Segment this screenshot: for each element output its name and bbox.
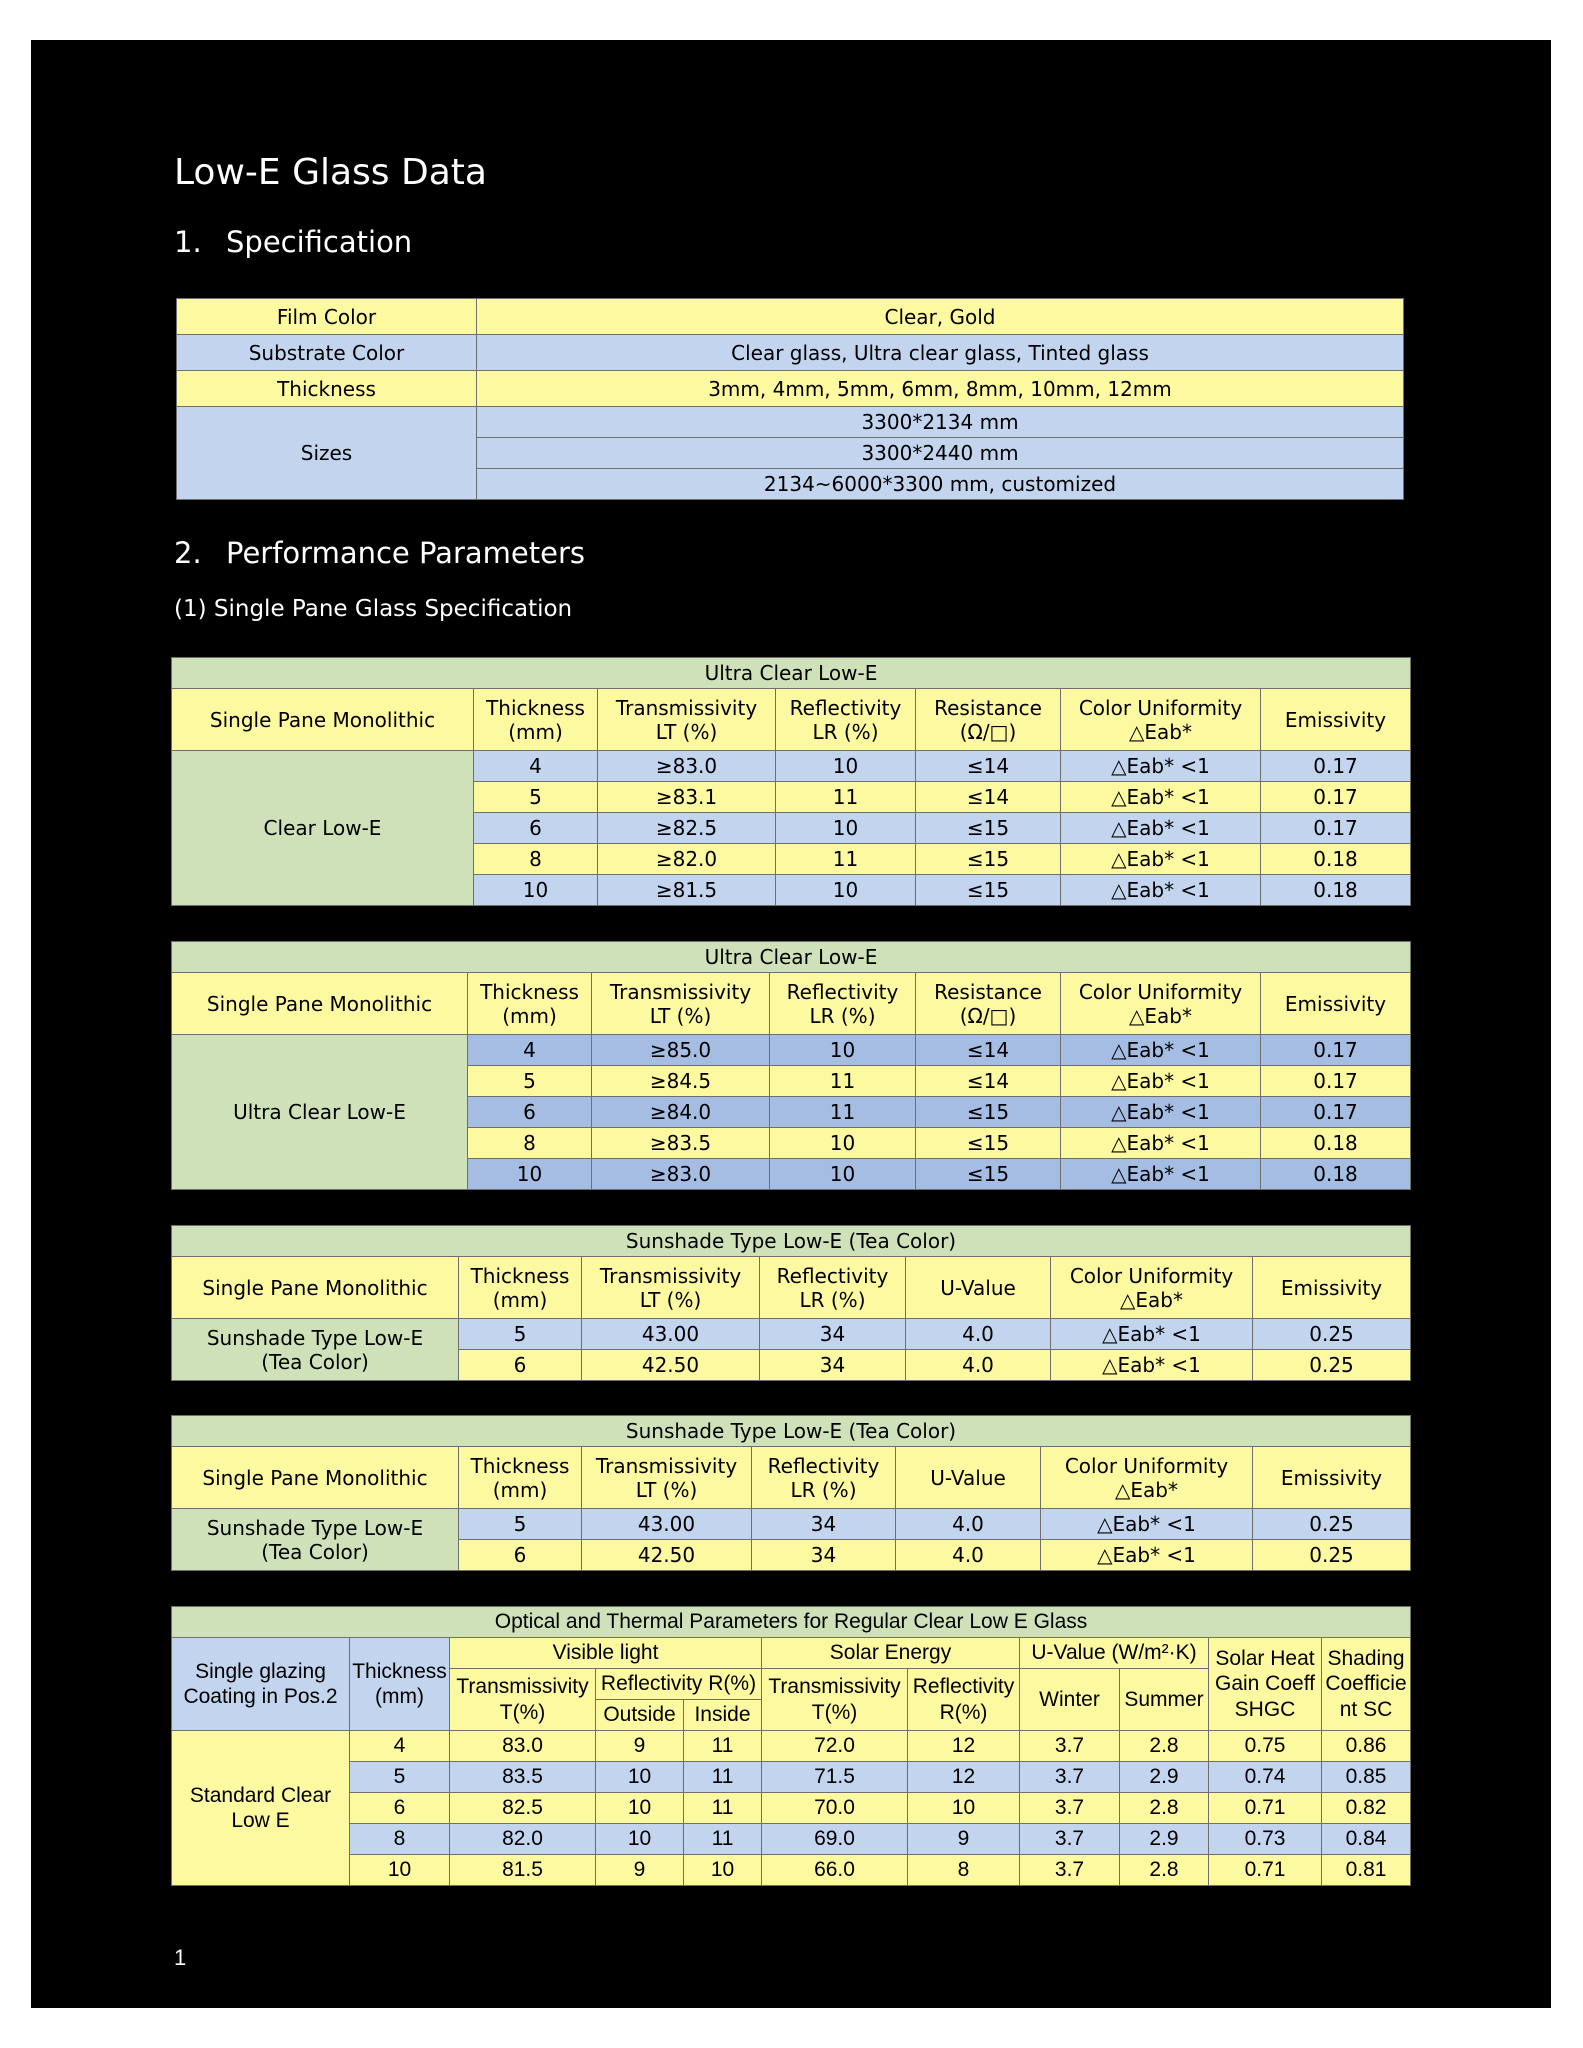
column-header [172, 1638, 350, 1731]
table-cell: 10 [350, 1855, 450, 1886]
spec-size-value: 2134~6000*3300 mm, customized [477, 469, 1404, 500]
header-line: △Eab* [1129, 719, 1192, 744]
header-line: Color Uniformity [1064, 1453, 1229, 1478]
row-group-label [172, 1319, 459, 1381]
spec-thickness-label: Thickness [177, 371, 477, 407]
column-header: U-Value [906, 1257, 1051, 1319]
column-header [776, 689, 916, 751]
column-header [459, 1257, 582, 1319]
header-line: Thickness [470, 1263, 570, 1288]
header-line: (mm) [492, 1477, 548, 1502]
table-cell: 10 [908, 1793, 1020, 1824]
spec-sizes-label: Sizes [177, 407, 477, 500]
column-header: Inside [684, 1700, 762, 1731]
table-cell: △Eab* <1 [1041, 1540, 1253, 1571]
table-title: Ultra Clear Low-E [172, 658, 1411, 689]
table-cell: ≤14 [916, 751, 1061, 782]
optical-thermal-parameters-table [171, 1606, 1411, 1886]
column-header: Emissivity [1261, 689, 1411, 751]
section-number: 1. [174, 225, 202, 259]
column-header [592, 973, 770, 1035]
header-line: (mm) [508, 719, 563, 744]
table-cell: 0.71 [1209, 1855, 1322, 1886]
table-title: Ultra Clear Low-E [172, 942, 1411, 973]
table-cell: 8 [468, 1128, 592, 1159]
table-cell: 0.25 [1253, 1509, 1411, 1540]
sunshade-low-e-table [171, 1415, 1411, 1571]
row-group-label: Ultra Clear Low-E [172, 1035, 468, 1190]
header-line: Thickness [486, 695, 585, 720]
table-cell: 0.18 [1261, 875, 1411, 906]
table-cell: 11 [776, 782, 916, 813]
table-cell: 10 [770, 1159, 916, 1190]
document-title: Low-E Glass Data [174, 152, 487, 193]
column-header [762, 1669, 908, 1731]
table-cell: 10 [596, 1793, 684, 1824]
label-line: Low E [231, 1809, 290, 1832]
table-cell: 11 [684, 1762, 762, 1793]
ultra-clear-low-e-table [171, 941, 1411, 1190]
table-row [172, 1824, 1411, 1855]
label-line: Sunshade Type Low-E [206, 1325, 424, 1350]
header-line: Shading [1327, 1647, 1405, 1671]
column-header: Emissivity [1253, 1447, 1411, 1509]
header-line: Coating in Pos.2 [183, 1685, 338, 1708]
table-cell: 0.71 [1209, 1793, 1322, 1824]
table-cell: 11 [684, 1793, 762, 1824]
table-cell: ≥83.0 [598, 751, 776, 782]
table-cell: 10 [474, 875, 598, 906]
table-cell: △Eab* <1 [1061, 1097, 1261, 1128]
table-cell: 6 [459, 1540, 582, 1571]
table-cell: 5 [468, 1066, 592, 1097]
table-cell: 0.25 [1253, 1540, 1411, 1571]
header-line: Transmissivity [456, 1675, 589, 1699]
table-cell: 0.17 [1261, 813, 1411, 844]
table-title: Optical and Thermal Parameters for Regular Clear Low E Glass [172, 1607, 1411, 1638]
table-cell: 3.7 [1020, 1762, 1120, 1793]
table-cell: 82.5 [450, 1793, 596, 1824]
column-header [770, 973, 916, 1035]
table-cell: ≥82.0 [598, 844, 776, 875]
column-header [350, 1638, 450, 1731]
header-line: Color Uniformity [1069, 1263, 1234, 1288]
spec-size-value: 3300*2440 mm [477, 438, 1404, 469]
label-line: (Tea Color) [261, 1539, 369, 1564]
header-line: R(%) [939, 1700, 988, 1724]
column-header [1051, 1257, 1253, 1319]
table-cell: 43.00 [582, 1509, 752, 1540]
table-cell: 0.17 [1261, 1035, 1411, 1066]
clear-low-e-table [171, 657, 1411, 906]
header-line: (mm) [375, 1685, 424, 1708]
header-line: SHGC [1234, 1697, 1296, 1721]
table-cell: △Eab* <1 [1061, 1035, 1261, 1066]
page-number: 1 [174, 1945, 187, 1970]
column-header [1041, 1447, 1253, 1509]
table-cell: △Eab* <1 [1061, 1066, 1261, 1097]
spec-size-value: 3300*2134 mm [477, 407, 1404, 438]
table-cell: 2.9 [1120, 1824, 1209, 1855]
sunshade-low-e-table [171, 1225, 1411, 1381]
table-cell: 0.17 [1261, 751, 1411, 782]
column-header: Winter [1020, 1669, 1120, 1731]
table-cell: 4 [350, 1731, 450, 1762]
header-line: Transmissivity [768, 1675, 901, 1699]
table-cell: ≤15 [916, 1128, 1061, 1159]
table-cell: 12 [908, 1731, 1020, 1762]
table-row [172, 1319, 1411, 1350]
column-header: Emissivity [1253, 1257, 1411, 1319]
table-cell: 81.5 [450, 1855, 596, 1886]
column-header: U-Value [896, 1447, 1041, 1509]
table-cell: ≥81.5 [598, 875, 776, 906]
header-line: T(%) [499, 1700, 546, 1724]
specification-table [176, 298, 1404, 500]
table-cell: 0.85 [1322, 1762, 1411, 1793]
column-header [752, 1447, 896, 1509]
table-cell: 12 [908, 1762, 1020, 1793]
table-cell: 9 [908, 1824, 1020, 1855]
table-row [172, 1762, 1411, 1793]
table-cell: 0.18 [1261, 844, 1411, 875]
table-cell: ≥83.1 [598, 782, 776, 813]
spec-thickness-value: 3mm, 4mm, 5mm, 6mm, 8mm, 10mm, 12mm [477, 371, 1404, 407]
table-cell: △Eab* <1 [1061, 844, 1261, 875]
table-row [172, 1035, 1411, 1066]
header-line: Transmissivity [615, 695, 758, 720]
table-cell: △Eab* <1 [1061, 813, 1261, 844]
table-cell: ≥84.0 [592, 1097, 770, 1128]
column-header [908, 1669, 1020, 1731]
header-line: Color Uniformity [1078, 695, 1243, 720]
table-cell: ≤14 [916, 1066, 1061, 1097]
table-cell: 10 [684, 1855, 762, 1886]
table-cell: △Eab* <1 [1051, 1350, 1253, 1381]
table-cell: 9 [596, 1855, 684, 1886]
table-cell: 4 [468, 1035, 592, 1066]
table-cell: 10 [596, 1824, 684, 1855]
table-cell: 4.0 [906, 1350, 1051, 1381]
table-cell: ≥85.0 [592, 1035, 770, 1066]
table-cell: 5 [350, 1762, 450, 1793]
table-cell: 3.7 [1020, 1824, 1120, 1855]
table-cell: ≥83.5 [592, 1128, 770, 1159]
header-line: Coefficie [1325, 1672, 1407, 1696]
table-cell: 3.7 [1020, 1855, 1120, 1886]
table-row [172, 1855, 1411, 1886]
table-row [172, 751, 1411, 782]
table-cell: 5 [474, 782, 598, 813]
table-cell: 42.50 [582, 1350, 760, 1381]
spec-film-color-label: Film Color [177, 299, 477, 335]
table-cell: 10 [776, 751, 916, 782]
spec-substrate-value: Clear glass, Ultra clear glass, Tinted glass [477, 335, 1404, 371]
row-group-label: Clear Low-E [172, 751, 474, 906]
table-cell: ≤14 [916, 782, 1061, 813]
column-header: Emissivity [1261, 973, 1411, 1035]
table-cell: 34 [760, 1319, 906, 1350]
table-cell: △Eab* <1 [1051, 1319, 1253, 1350]
table-cell: 11 [684, 1731, 762, 1762]
table-cell: 5 [459, 1319, 582, 1350]
table-cell: 0.81 [1322, 1855, 1411, 1886]
column-header [582, 1257, 760, 1319]
section-title: Specification [226, 225, 413, 259]
table-row [172, 1793, 1411, 1824]
table-cell: 69.0 [762, 1824, 908, 1855]
table-cell: 34 [752, 1540, 896, 1571]
header-line: Thickness [470, 1453, 570, 1478]
table-cell: ≤15 [916, 1159, 1061, 1190]
table-cell: 72.0 [762, 1731, 908, 1762]
table-cell: △Eab* <1 [1061, 875, 1261, 906]
table-cell: ≤15 [916, 1097, 1061, 1128]
header-line: (Ω/□) [959, 1003, 1017, 1028]
header-line: Reflectivity [767, 1453, 880, 1478]
header-line: LR (%) [812, 719, 879, 744]
document-page [31, 40, 1551, 2008]
table-cell: 11 [684, 1824, 762, 1855]
header-line: LR (%) [809, 1003, 876, 1028]
header-line: Resistance [934, 695, 1042, 720]
column-header [1209, 1638, 1322, 1731]
column-header: Single Pane Monolithic [172, 973, 468, 1035]
table-cell: 0.86 [1322, 1731, 1411, 1762]
table-cell: 10 [770, 1035, 916, 1066]
header-line: Transmissivity [595, 1453, 738, 1478]
section-heading-performance [174, 536, 585, 570]
table-cell: 11 [770, 1066, 916, 1097]
column-header [1061, 689, 1261, 751]
table-cell: 5 [459, 1509, 582, 1540]
column-header: Reflectivity R(%) [596, 1669, 762, 1700]
table-cell: 43.00 [582, 1319, 760, 1350]
table-cell: △Eab* <1 [1061, 1159, 1261, 1190]
table-cell: 66.0 [762, 1855, 908, 1886]
table-cell: 0.25 [1253, 1319, 1411, 1350]
header-line: Color Uniformity [1078, 979, 1243, 1004]
table-cell: 0.74 [1209, 1762, 1322, 1793]
section-number: 2. [174, 536, 202, 570]
column-header [1061, 973, 1261, 1035]
table-cell: 4.0 [896, 1540, 1041, 1571]
header-line: LT (%) [649, 1003, 712, 1028]
table-cell: △Eab* <1 [1061, 782, 1261, 813]
table-cell: 10 [776, 875, 916, 906]
column-header [916, 689, 1061, 751]
column-header: Single Pane Monolithic [172, 1257, 459, 1319]
table-cell: 9 [596, 1731, 684, 1762]
column-group-header: U-Value (W/m²·K) [1020, 1638, 1209, 1669]
header-line: (mm) [502, 1003, 557, 1028]
header-line: Solar Heat [1215, 1647, 1315, 1671]
table-row [172, 1509, 1411, 1540]
table-cell: 6 [350, 1793, 450, 1824]
subsection-heading: (1) Single Pane Glass Specification [174, 596, 573, 622]
header-line: Resistance [934, 979, 1042, 1004]
table-cell: ≤15 [916, 813, 1061, 844]
spec-film-color-value: Clear, Gold [477, 299, 1404, 335]
header-line: Gain Coeff [1214, 1672, 1315, 1696]
table-cell: 83.5 [450, 1762, 596, 1793]
header-line: (mm) [492, 1287, 548, 1312]
table-cell: 8 [908, 1855, 1020, 1886]
table-cell: 6 [474, 813, 598, 844]
table-cell: △Eab* <1 [1061, 1128, 1261, 1159]
label-line: (Tea Color) [261, 1349, 369, 1374]
section-heading-specification [174, 225, 412, 259]
header-line: T(%) [811, 1700, 858, 1724]
row-group-label [172, 1509, 459, 1571]
header-line: nt SC [1339, 1697, 1393, 1721]
table-cell: 6 [459, 1350, 582, 1381]
table-cell: 0.82 [1322, 1793, 1411, 1824]
column-header: Outside [596, 1700, 684, 1731]
column-group-header: Visible light [450, 1638, 762, 1669]
table-cell: 0.18 [1261, 1128, 1411, 1159]
column-header [474, 689, 598, 751]
table-cell: 34 [760, 1350, 906, 1381]
header-line: △Eab* [1115, 1477, 1178, 1502]
table-cell: 2.9 [1120, 1762, 1209, 1793]
table-cell: 42.50 [582, 1540, 752, 1571]
table-cell: 4.0 [896, 1509, 1041, 1540]
header-line: Reflectivity [776, 1263, 889, 1288]
table-cell: 4 [474, 751, 598, 782]
table-title: Sunshade Type Low-E (Tea Color) [172, 1226, 1411, 1257]
table-cell: 82.0 [450, 1824, 596, 1855]
column-header [450, 1669, 596, 1731]
table-cell: 3.7 [1020, 1793, 1120, 1824]
table-cell: 0.17 [1261, 782, 1411, 813]
header-line: Single glazing [195, 1659, 326, 1683]
table-cell: 0.17 [1261, 1066, 1411, 1097]
header-line: △Eab* [1120, 1287, 1183, 1312]
header-line: LT (%) [655, 719, 718, 744]
table-cell: 10 [468, 1159, 592, 1190]
table-cell: 4.0 [906, 1319, 1051, 1350]
table-cell: 3.7 [1020, 1731, 1120, 1762]
section-title: Performance Parameters [226, 536, 585, 570]
table-cell: 2.8 [1120, 1793, 1209, 1824]
spec-substrate-label: Substrate Color [177, 335, 477, 371]
table-title: Sunshade Type Low-E (Tea Color) [172, 1416, 1411, 1447]
table-cell: 0.18 [1261, 1159, 1411, 1190]
header-line: (Ω/□) [959, 719, 1017, 744]
table-cell: ≥84.5 [592, 1066, 770, 1097]
column-header: Summer [1120, 1669, 1209, 1731]
table-cell: 70.0 [762, 1793, 908, 1824]
table-cell: 11 [776, 844, 916, 875]
table-cell: ≥83.0 [592, 1159, 770, 1190]
table-cell: 0.73 [1209, 1824, 1322, 1855]
header-line: Reflectivity [912, 1675, 1015, 1699]
header-line: Thickness [480, 979, 579, 1004]
table-cell: ≤15 [916, 844, 1061, 875]
column-header [468, 973, 592, 1035]
column-header: Single Pane Monolithic [172, 1447, 459, 1509]
label-line: Sunshade Type Low-E [206, 1515, 424, 1540]
table-cell: 2.8 [1120, 1855, 1209, 1886]
column-header [916, 973, 1061, 1035]
row-group-label [172, 1731, 350, 1886]
header-line: Reflectivity [786, 979, 899, 1004]
column-group-header: Solar Energy [762, 1638, 1020, 1669]
header-line: LT (%) [639, 1287, 702, 1312]
table-cell: ≤14 [916, 1035, 1061, 1066]
table-cell: 11 [770, 1097, 916, 1128]
table-cell: 34 [752, 1509, 896, 1540]
table-cell: 10 [770, 1128, 916, 1159]
table-cell: 0.17 [1261, 1097, 1411, 1128]
column-header [459, 1447, 582, 1509]
table-cell: 0.75 [1209, 1731, 1322, 1762]
table-cell: △Eab* <1 [1061, 751, 1261, 782]
table-cell: 6 [468, 1097, 592, 1128]
table-cell: 83.0 [450, 1731, 596, 1762]
header-line: LR (%) [790, 1477, 857, 1502]
header-line: Thickness [352, 1659, 447, 1683]
table-cell: 0.84 [1322, 1824, 1411, 1855]
table-row [172, 1731, 1411, 1762]
header-line: LR (%) [799, 1287, 866, 1312]
column-header [1322, 1638, 1411, 1731]
table-cell: 8 [350, 1824, 450, 1855]
column-header [598, 689, 776, 751]
header-line: Transmissivity [599, 1263, 742, 1288]
header-line: LT (%) [635, 1477, 698, 1502]
column-header [760, 1257, 906, 1319]
column-header: Single Pane Monolithic [172, 689, 474, 751]
table-cell: 10 [596, 1762, 684, 1793]
column-header [582, 1447, 752, 1509]
table-cell: ≥82.5 [598, 813, 776, 844]
table-cell: 0.25 [1253, 1350, 1411, 1381]
table-cell: 2.8 [1120, 1731, 1209, 1762]
label-line: Standard Clear [189, 1783, 332, 1807]
table-cell: ≤15 [916, 875, 1061, 906]
header-line: Reflectivity [789, 695, 902, 720]
table-cell: 10 [776, 813, 916, 844]
table-cell: △Eab* <1 [1041, 1509, 1253, 1540]
header-line: Transmissivity [609, 979, 752, 1004]
table-cell: 71.5 [762, 1762, 908, 1793]
header-line: △Eab* [1129, 1003, 1192, 1028]
table-cell: 8 [474, 844, 598, 875]
